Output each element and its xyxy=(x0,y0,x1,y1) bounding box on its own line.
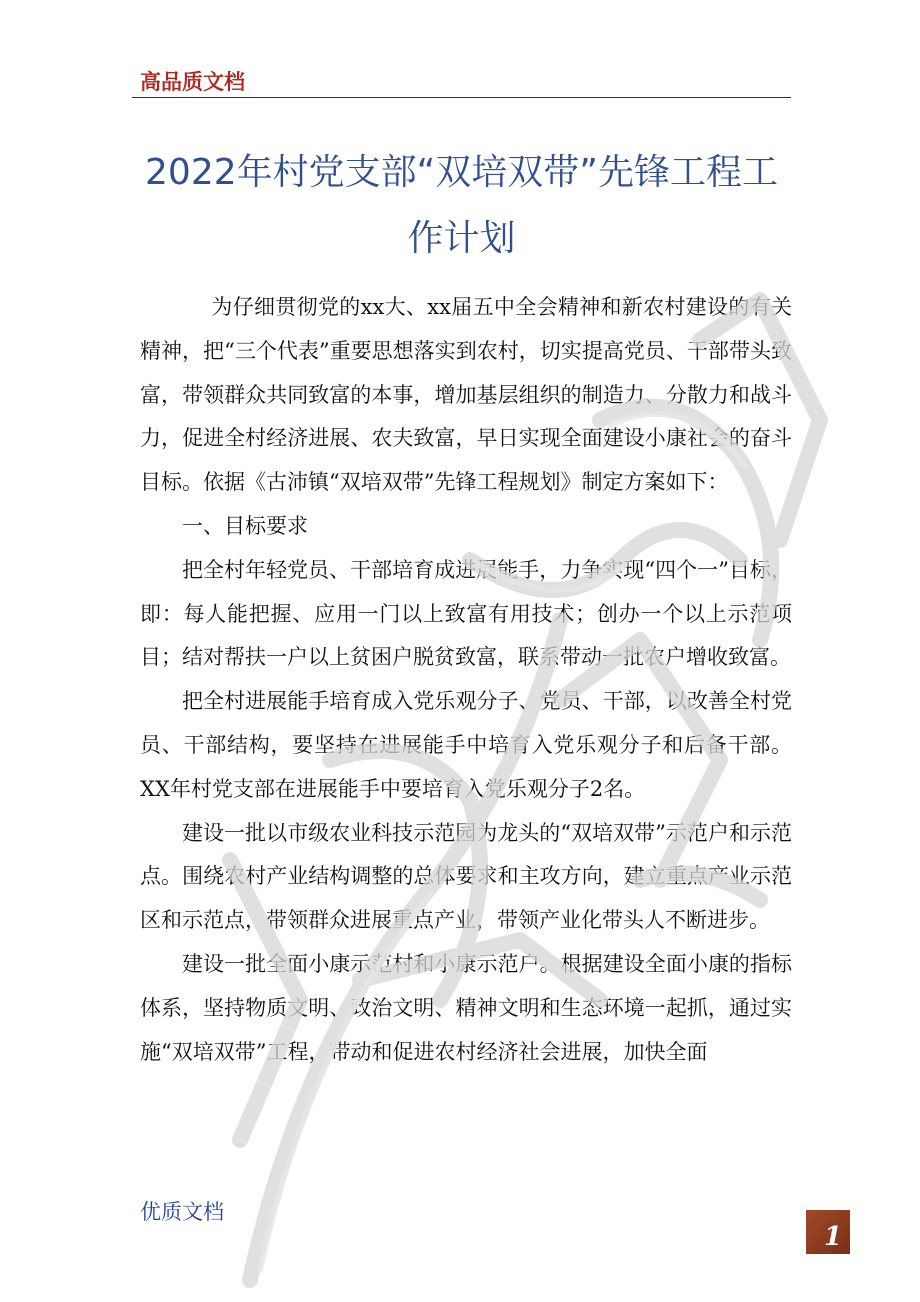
paragraph-goal-2: 把全村进展能手培育成入党乐观分子、党员、干部，以改善全村党员、干部结构，要坚持在进展能手中培育入党乐观分子和后备干部。XX年村党支部在进展能手中要培育入党乐观分子2名。 xyxy=(140,689,792,801)
header-divider xyxy=(132,97,791,98)
paragraph-goal-3: 建设一批以市级农业科技示范园为龙头的“双培双带”示范户和示范点。围绕农村产业结构调整的总体要求和主攻方向，建立重点产业示范区和示范点，带领群众进展重点产业，带领产业化带头人不断进步。 xyxy=(140,820,792,933)
document-body xyxy=(140,286,792,1074)
title-line-1: 2022年村党支部“双培双带”先锋工程工 xyxy=(145,152,778,193)
document-title xyxy=(132,140,791,272)
header-label: 高品质文档 xyxy=(140,70,245,94)
section-heading-goals: 一、目标要求 xyxy=(182,513,308,538)
paragraph-intro: 为仔细贯彻党的xx大、xx届五中全会精神和新农村建设的有关精神，把“三个代表”重要思想落实到农村，切实提高党员、干部带头致富，带领群众共同致富的本事，增加基层组织的制造力、分散力和战斗力，促进全村经济进展、农夫致富，早日实现全面建设小康社会的奋斗目标。依据《古沛镇“双培双带”先锋工程规划》制定方案如下： xyxy=(140,295,792,495)
title-line-2: 作计划 xyxy=(407,218,516,259)
footer-label: 优质文档 xyxy=(140,1200,224,1224)
paragraph-goal-4: 建设一批全面小康示范村和小康示范户。根据建设全面小康的指标体系，坚持物质文明、政治文明、精神文明和生态环境一起抓，通过实施“双培双带”工程，带动和促进农村经济社会进展，加快全面 xyxy=(140,951,792,1064)
paragraph-goal-1: 把全村年轻党员、干部培育成进展能手，力争实现“四个一”目标，即：每人能把握、应用一门以上致富有用技术；创办一个以上示范项目；结对帮扶一户以上贫困户脱贫致富，联系带动一批农户增收致富。 xyxy=(140,557,792,670)
page-number: 1 xyxy=(823,1222,842,1252)
page-number-badge xyxy=(806,1210,850,1254)
